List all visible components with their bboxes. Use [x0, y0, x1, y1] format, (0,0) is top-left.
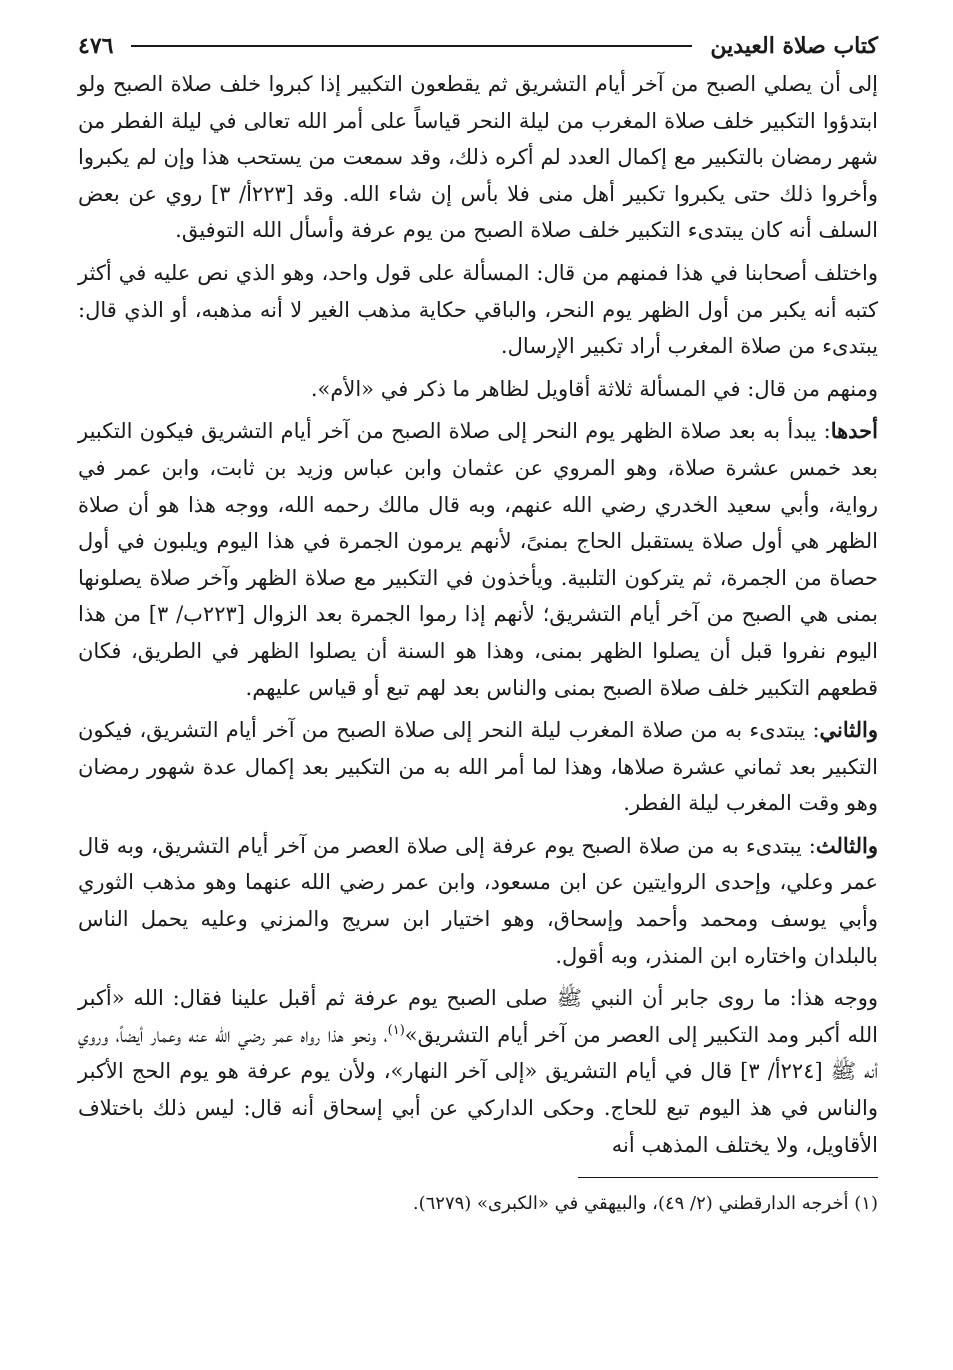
paragraph: [78, 712, 878, 822]
page-body: [78, 66, 878, 1163]
paragraph: [78, 371, 878, 408]
footnote-separator: [578, 1177, 878, 1178]
running-title: كتاب صلاة العيدين: [710, 33, 878, 59]
paragraph-lead: والثاني: [819, 717, 878, 743]
header-rule: [131, 45, 692, 47]
paragraph: [78, 828, 878, 974]
paragraph: [78, 255, 878, 365]
paragraph: [78, 980, 878, 1163]
footnote-text: أخرجه الدارقطني (٢/ ٤٩)، والبيهقي في «الكبرى» (٦٢٧٩).: [412, 1193, 849, 1215]
paragraph-text: واختلف أصحابنا في هذا فمنهم من قال: المسألة على قول واحد، وهو الذي نص عليه في أكثر كتبه أنه يكبر من أول الظهر يوم النحر، والباقي حكاية مذهب الغير لا أنه مذهبه، أو الذي قال: يبتدىء من صلاة المغرب أراد تكبير الإرسال.: [78, 260, 878, 359]
page-number: ٤٧٦: [78, 33, 114, 59]
paragraph-text: : يبدأ به بعد صلاة الظهر يوم النحر إلى صلاة الصبح من آخر أيام التشريق فيكون التكبير بعد خمس عشرة صلاة، وهو المروي عن عثمان وابن عباس وزيد بن ثابت، وابن عمر في رواية، وأبي سعيد الخدري رضي الله عنهم، وبه قال مالك رحمه الله، ووجه هذا هو أن صلاة الظهر هي أول صلاة يستقبل الحاج بمنىً، لأنهم يرمون الجمرة في هذا اليوم ويلبون في أول حصاة من الجمرة، ثم يتركون التلبية. ويأخذون في التكبير مع صلاة الظهر وآخر صلاة يصلونها بمنى هي الصبح من آخر أيام التشريق؛ لأنهم إذا رموا الجمرة بعد الزوال [٢٢٣ب/ ٣] من هذا اليوم نفروا قبل أن يصلوا الظهر بمنى، وهذا هو السنة أن يصلوا الظهر في الطريق، فكان قطعهم التكبير خلف صلاة الصبح بمنى والناس بعد لهم تبع أو قياس عليهم.: [78, 419, 878, 700]
paragraph-text: ووجه هذا: ما روى جابر أن النبي ﷺ صلى الصبح يوم عرفة ثم أقبل علينا فقال: الله «أكبر الله أكبر ومد التكبير إلى العصر من آخر أيام التشريق»: [78, 986, 878, 1047]
paragraph-text: : يبتدىء به من صلاة المغرب ليلة النحر إلى صلاة الصبح من آخر أيام التشريق، فيكون التكبير بعد ثماني عشرة صلاها، وهذا لما أمر الله به من التكبير بعد إكمال عدة شهور رمضان وهو وقت المغرب ليلة الفطر.: [78, 718, 878, 816]
footnote: [78, 1190, 878, 1218]
footnote-reference[interactable]: (١): [387, 1022, 405, 1038]
paragraph-text: ، ونحو هذا رواه عمر رضي الله عنه وعمار أيضاً، وروي أنه ﷺ [٢٢٤أ/ ٣] قال في أيام التشريق «إلى آخر النهار»، ولأن يوم عرفة هو يوم الحج الأكبر والناس في هذ اليوم تبع للحاج. وحكى الداركي عن أبي إسحاق أنه قال: ليس ذلك باختلاف الأقاويل، ولا يختلف المذهب أنه: [78, 1022, 879, 1157]
paragraph-text: : يبتدىء به من صلاة الصبح يوم عرفة إلى صلاة العصر من آخر أيام التشريق، وبه قال عمر وعلي، وإحدى الروايتين عن ابن مسعود، وابن عمر رضي الله عنهما وهو مذهب الثوري وأبي يوسف ومحمد وأحمد وإسحاق، وهو اختيار ابن سريج والمزني وعليه يحمل الناس بالبلدان واختاره ابن المنذر، وبه أقول.: [78, 833, 878, 968]
page-header: [78, 26, 878, 66]
paragraph-lead: والثالث: [815, 832, 878, 858]
paragraph: [78, 413, 878, 706]
paragraph-text: إلى أن يصلي الصبح من آخر أيام التشريق ثم يقطعون التكبير إذا كبروا خلف صلاة الصبح ولو ابتدؤوا التكبير خلف صلاة المغرب من ليلة النحر قياساً على أمر الله تعالى في ليلة الفطر من شهر رمضان بالتكبير مع إكمال العدد لم أكره ذلك، وقد سمعت من يستحب هذا وإن لم يكبروا وأخروا ذلك حتى يكبروا تكبير أهل منى فلا بأس إن شاء الله. وقد [٢٢٣أ/ ٣] روي عن بعض السلف أنه كان يبتدىء التكبير خلف صلاة الصبح من يوم عرفة وأسأل الله التوفيق.: [78, 72, 878, 243]
paragraph-lead: أحدها: [830, 418, 878, 444]
footnote-number: (١): [854, 1193, 878, 1215]
paragraph-text: ومنهم من قال: في المسألة ثلاثة أقاويل لظاهر ما ذكر في «الأم».: [310, 376, 878, 401]
paragraph: [78, 66, 878, 249]
book-page: [78, 26, 878, 1346]
